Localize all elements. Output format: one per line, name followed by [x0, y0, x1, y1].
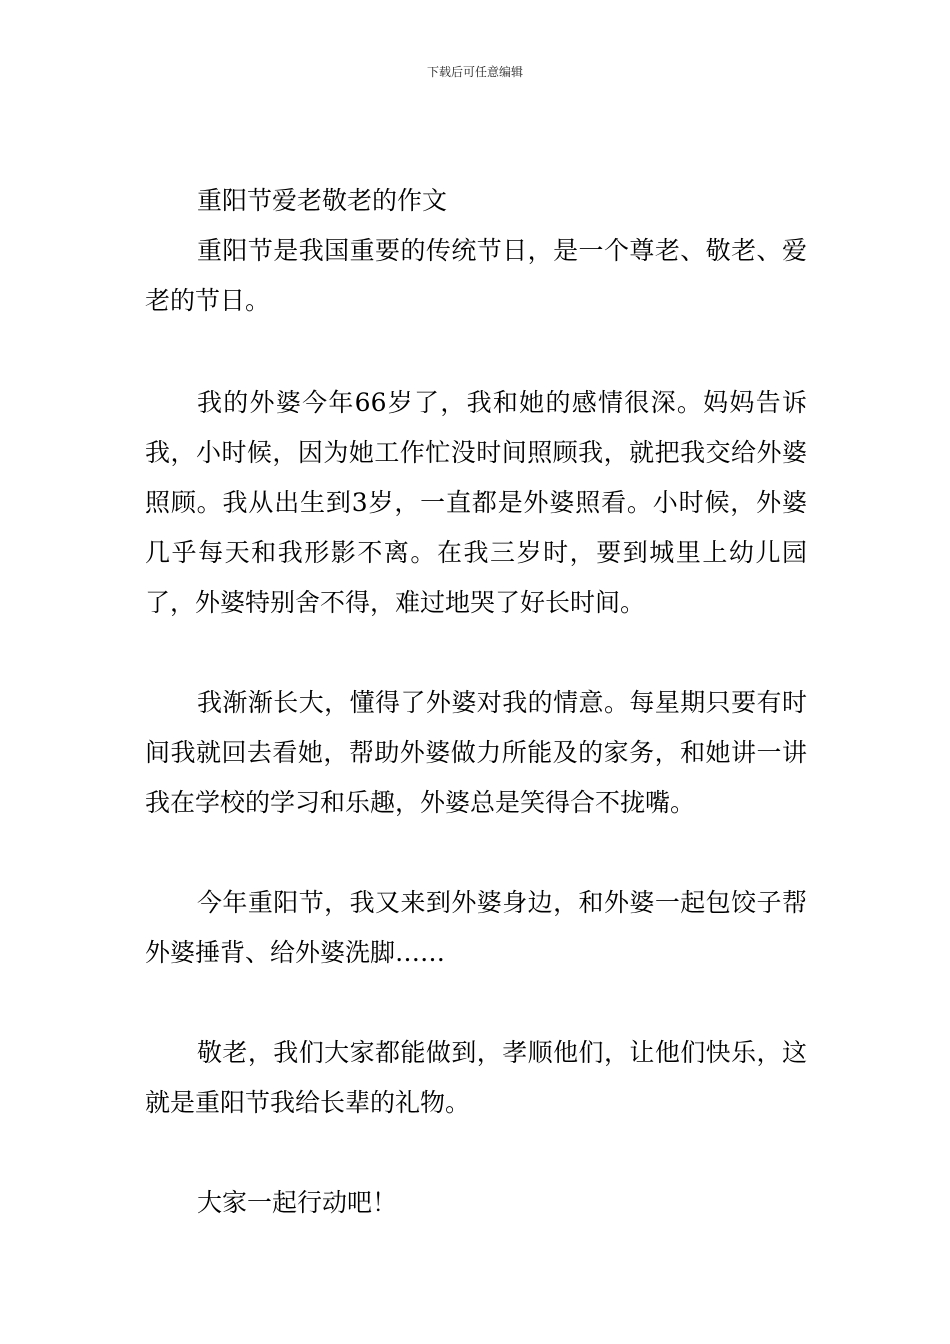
paragraph-growing-up: 我渐渐长大，懂得了外婆对我的情意。每星期只要有时间我就回去看她，帮助外婆做力所能及的家务，和她讲一讲我在学校的学习和乐趣，外婆总是笑得合不拢嘴。: [145, 688, 807, 817]
paragraph-grandma-childhood: 我的外婆今年66岁了，我和她的感情很深。妈妈告诉我，小时候，因为她工作忙没时间照顾我，就把我交给外婆照顾。我从出生到3岁，一直都是外婆照看。小时候，外婆几乎每天和我形影不离。在我三岁时，要到城里上幼儿园了，外婆特别舍不得，难过地哭了好长时间。: [145, 388, 807, 617]
paragraph-call-to-action: 大家一起行动吧！: [197, 1188, 398, 1217]
paragraph-intro: 重阳节是我国重要的传统节日，是一个尊老、敬老、爱老的节日。: [145, 236, 807, 315]
paragraph-this-festival: 今年重阳节，我又来到外婆身边，和外婆一起包饺子帮外婆捶背、给外婆洗脚……: [145, 888, 807, 967]
document-body: [145, 176, 807, 1278]
page-header-note: 下载后可任意编辑: [426, 65, 523, 79]
document-title: 重阳节爱老敬老的作文: [197, 186, 448, 215]
paragraph-respect-elders: 敬老，我们大家都能做到，孝顺他们，让他们快乐，这就是重阳节我给长辈的礼物。: [145, 1038, 807, 1117]
